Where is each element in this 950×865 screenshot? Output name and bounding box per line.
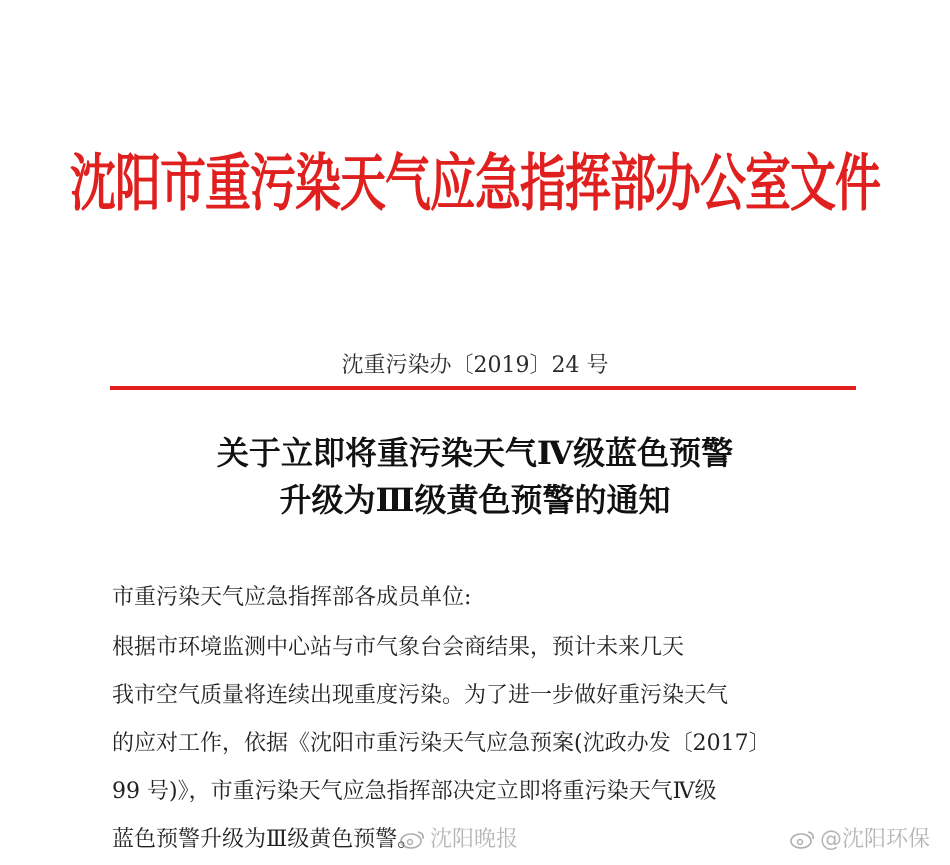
document-number: 沈重污染办〔2019〕24 号 bbox=[341, 353, 609, 378]
red-divider bbox=[110, 386, 856, 390]
watermark-left-text: 沈阳晚报 bbox=[430, 827, 519, 852]
body-line-3: 的应对工作，依据《沈阳市重污染天气应急预案(沈政办发〔2017〕 bbox=[112, 731, 771, 756]
document-header-title: 沈阳市重污染天气应急指挥部办公室文件 bbox=[70, 146, 880, 220]
body-line-5: 蓝色预警升级为Ⅲ级黄色预警。 bbox=[112, 827, 420, 852]
watermark-right bbox=[790, 824, 930, 856]
body-line-2: 我市空气质量将连续出现重度污染。为了进一步做好重污染天气 bbox=[112, 683, 729, 708]
watermark-left bbox=[400, 824, 518, 856]
notice-title-line-1: 关于立即将重污染天气Ⅳ级蓝色预警 bbox=[216, 434, 734, 472]
body-line-1: 根据市环境监测中心站与市气象台会商结果，预计未来几天 bbox=[112, 635, 685, 660]
notice-title-line-2: 升级为Ⅲ级黄色预警的通知 bbox=[279, 481, 671, 519]
weibo-icon bbox=[400, 829, 426, 849]
body-line-4: 99 号)》，市重污染天气应急指挥部决定立即将重污染天气Ⅳ级 bbox=[112, 779, 717, 804]
weibo-icon bbox=[790, 829, 816, 849]
watermark-right-text: @沈阳环保 bbox=[820, 827, 931, 852]
salutation: 市重污染天气应急指挥部各成员单位: bbox=[112, 585, 472, 610]
